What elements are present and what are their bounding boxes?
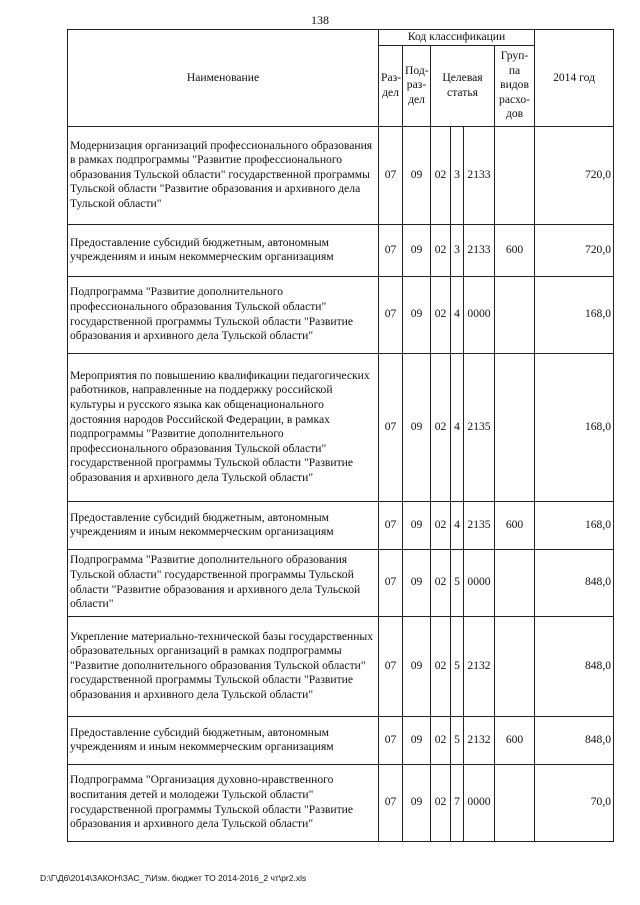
- row-section: 07: [379, 716, 403, 764]
- row-subsection: 09: [403, 276, 431, 353]
- table-row: [68, 224, 614, 276]
- table-row: [68, 549, 614, 616]
- row-expense-group: [495, 549, 535, 616]
- row-target-direction: 2132: [464, 616, 495, 716]
- row-subsection: 09: [403, 764, 431, 841]
- row-target-program: 02: [431, 353, 451, 501]
- row-amount: 848,0: [535, 716, 614, 764]
- row-target-subprogram: 5: [451, 549, 464, 616]
- row-section: 07: [379, 549, 403, 616]
- table-row: [68, 353, 614, 501]
- row-name: Подпрограмма "Организация духовно-нравственного воспитания детей и молодежи Тульской области" государственной программы Тульской области "Развитие образования и архивного дела Тульской области": [68, 764, 379, 841]
- row-amount: 168,0: [535, 501, 614, 549]
- row-target-direction: 2132: [464, 716, 495, 764]
- row-subsection: 09: [403, 126, 431, 224]
- row-amount: 848,0: [535, 549, 614, 616]
- row-name: Укрепление материально-технической базы государственных образовательных организаций в рамках подпрограммы "Развитие дополнительного образования Тульской области" государственной программы Тульской области "Развитие образования и архивного дела Тульской области": [68, 616, 379, 716]
- row-target-direction: 0000: [464, 764, 495, 841]
- row-target-program: 02: [431, 616, 451, 716]
- row-subsection: 09: [403, 353, 431, 501]
- budget-table: [67, 29, 614, 842]
- row-target-program: 02: [431, 764, 451, 841]
- table-row: [68, 616, 614, 716]
- row-amount: 720,0: [535, 224, 614, 276]
- row-amount: 848,0: [535, 616, 614, 716]
- row-name: Предоставление субсидий бюджетным, автономным учреждениям и иным некоммерческим организациям: [68, 716, 379, 764]
- header-subsection: Под- раз- дел: [403, 45, 431, 126]
- table-row: [68, 126, 614, 224]
- row-name: Подпрограмма "Развитие дополнительного профессионального образования Тульской области" государственной программы Тульской области "Развитие образования и архивного дела Тульской области": [68, 276, 379, 353]
- row-expense-group: [495, 276, 535, 353]
- header-group: Груп- па видов расхо- дов: [495, 45, 535, 126]
- row-target-program: 02: [431, 276, 451, 353]
- header-year: 2014 год: [535, 30, 614, 127]
- row-section: 07: [379, 224, 403, 276]
- row-target-program: 02: [431, 224, 451, 276]
- row-target-direction: 0000: [464, 549, 495, 616]
- header-code: Код классификации: [379, 30, 535, 46]
- row-amount: 168,0: [535, 353, 614, 501]
- row-target-program: 02: [431, 126, 451, 224]
- table-row: [68, 716, 614, 764]
- row-amount: 70,0: [535, 764, 614, 841]
- row-name: Модернизация организаций профессионального образования в рамках подпрограммы "Развитие профессионального образования Тульской области" государственной программы Тульской области "Развитие образования и архивного дела Тульской области": [68, 126, 379, 224]
- row-target-direction: 0000: [464, 276, 495, 353]
- row-section: 07: [379, 764, 403, 841]
- row-target-direction: 2135: [464, 353, 495, 501]
- row-name: Подпрограмма "Развитие дополнительного образования Тульской области" государственной программы Тульской области "Развитие образования и архивного дела Тульской области": [68, 549, 379, 616]
- row-expense-group: [495, 764, 535, 841]
- row-target-subprogram: 4: [451, 276, 464, 353]
- row-amount: 168,0: [535, 276, 614, 353]
- row-expense-group: [495, 616, 535, 716]
- row-subsection: 09: [403, 716, 431, 764]
- row-subsection: 09: [403, 501, 431, 549]
- table-row: [68, 501, 614, 549]
- row-subsection: 09: [403, 616, 431, 716]
- row-expense-group: [495, 126, 535, 224]
- table-body: [68, 126, 614, 841]
- row-name: Предоставление субсидий бюджетным, автономным учреждениям и иным некоммерческим организациям: [68, 501, 379, 549]
- row-expense-group: 600: [495, 716, 535, 764]
- row-subsection: 09: [403, 549, 431, 616]
- table-row: [68, 764, 614, 841]
- row-section: 07: [379, 276, 403, 353]
- row-target-subprogram: 3: [451, 126, 464, 224]
- row-target-subprogram: 4: [451, 353, 464, 501]
- row-expense-group: [495, 353, 535, 501]
- header-section: Раз- дел: [379, 45, 403, 126]
- table-header: [68, 30, 614, 127]
- row-expense-group: 600: [495, 501, 535, 549]
- row-target-program: 02: [431, 716, 451, 764]
- header-target: Целевая статья: [431, 45, 495, 126]
- row-name: Предоставление субсидий бюджетным, автономным учреждениям и иным некоммерческим организациям: [68, 224, 379, 276]
- row-target-direction: 2135: [464, 501, 495, 549]
- footer-path: D:\Г\Д6\2014\ЗАКОН\ЗАС_7\Изм. бюджет ТО 2014-2016_2 чт\pr2.xls: [40, 873, 307, 883]
- row-target-program: 02: [431, 501, 451, 549]
- row-target-subprogram: 5: [451, 616, 464, 716]
- row-name: Мероприятия по повышению квалификации педагогических работников, направленные на поддержку российской культуры и русского языка как общенационального достояния народов Российской Федерации, в рамках подпрограммы "Развитие дополнительного профессионального образования Тульской области" государственной программы Тульской области "Развитие образования и архивного дела Тульской области": [68, 353, 379, 501]
- row-subsection: 09: [403, 224, 431, 276]
- row-target-subprogram: 5: [451, 716, 464, 764]
- row-section: 07: [379, 501, 403, 549]
- row-target-program: 02: [431, 549, 451, 616]
- page-number: 138: [311, 13, 329, 27]
- header-name: Наименование: [68, 30, 379, 127]
- row-expense-group: 600: [495, 224, 535, 276]
- row-target-subprogram: 3: [451, 224, 464, 276]
- row-section: 07: [379, 126, 403, 224]
- row-amount: 720,0: [535, 126, 614, 224]
- row-target-direction: 2133: [464, 224, 495, 276]
- row-section: 07: [379, 616, 403, 716]
- table-row: [68, 276, 614, 353]
- row-section: 07: [379, 353, 403, 501]
- row-target-subprogram: 4: [451, 501, 464, 549]
- row-target-direction: 2133: [464, 126, 495, 224]
- row-target-subprogram: 7: [451, 764, 464, 841]
